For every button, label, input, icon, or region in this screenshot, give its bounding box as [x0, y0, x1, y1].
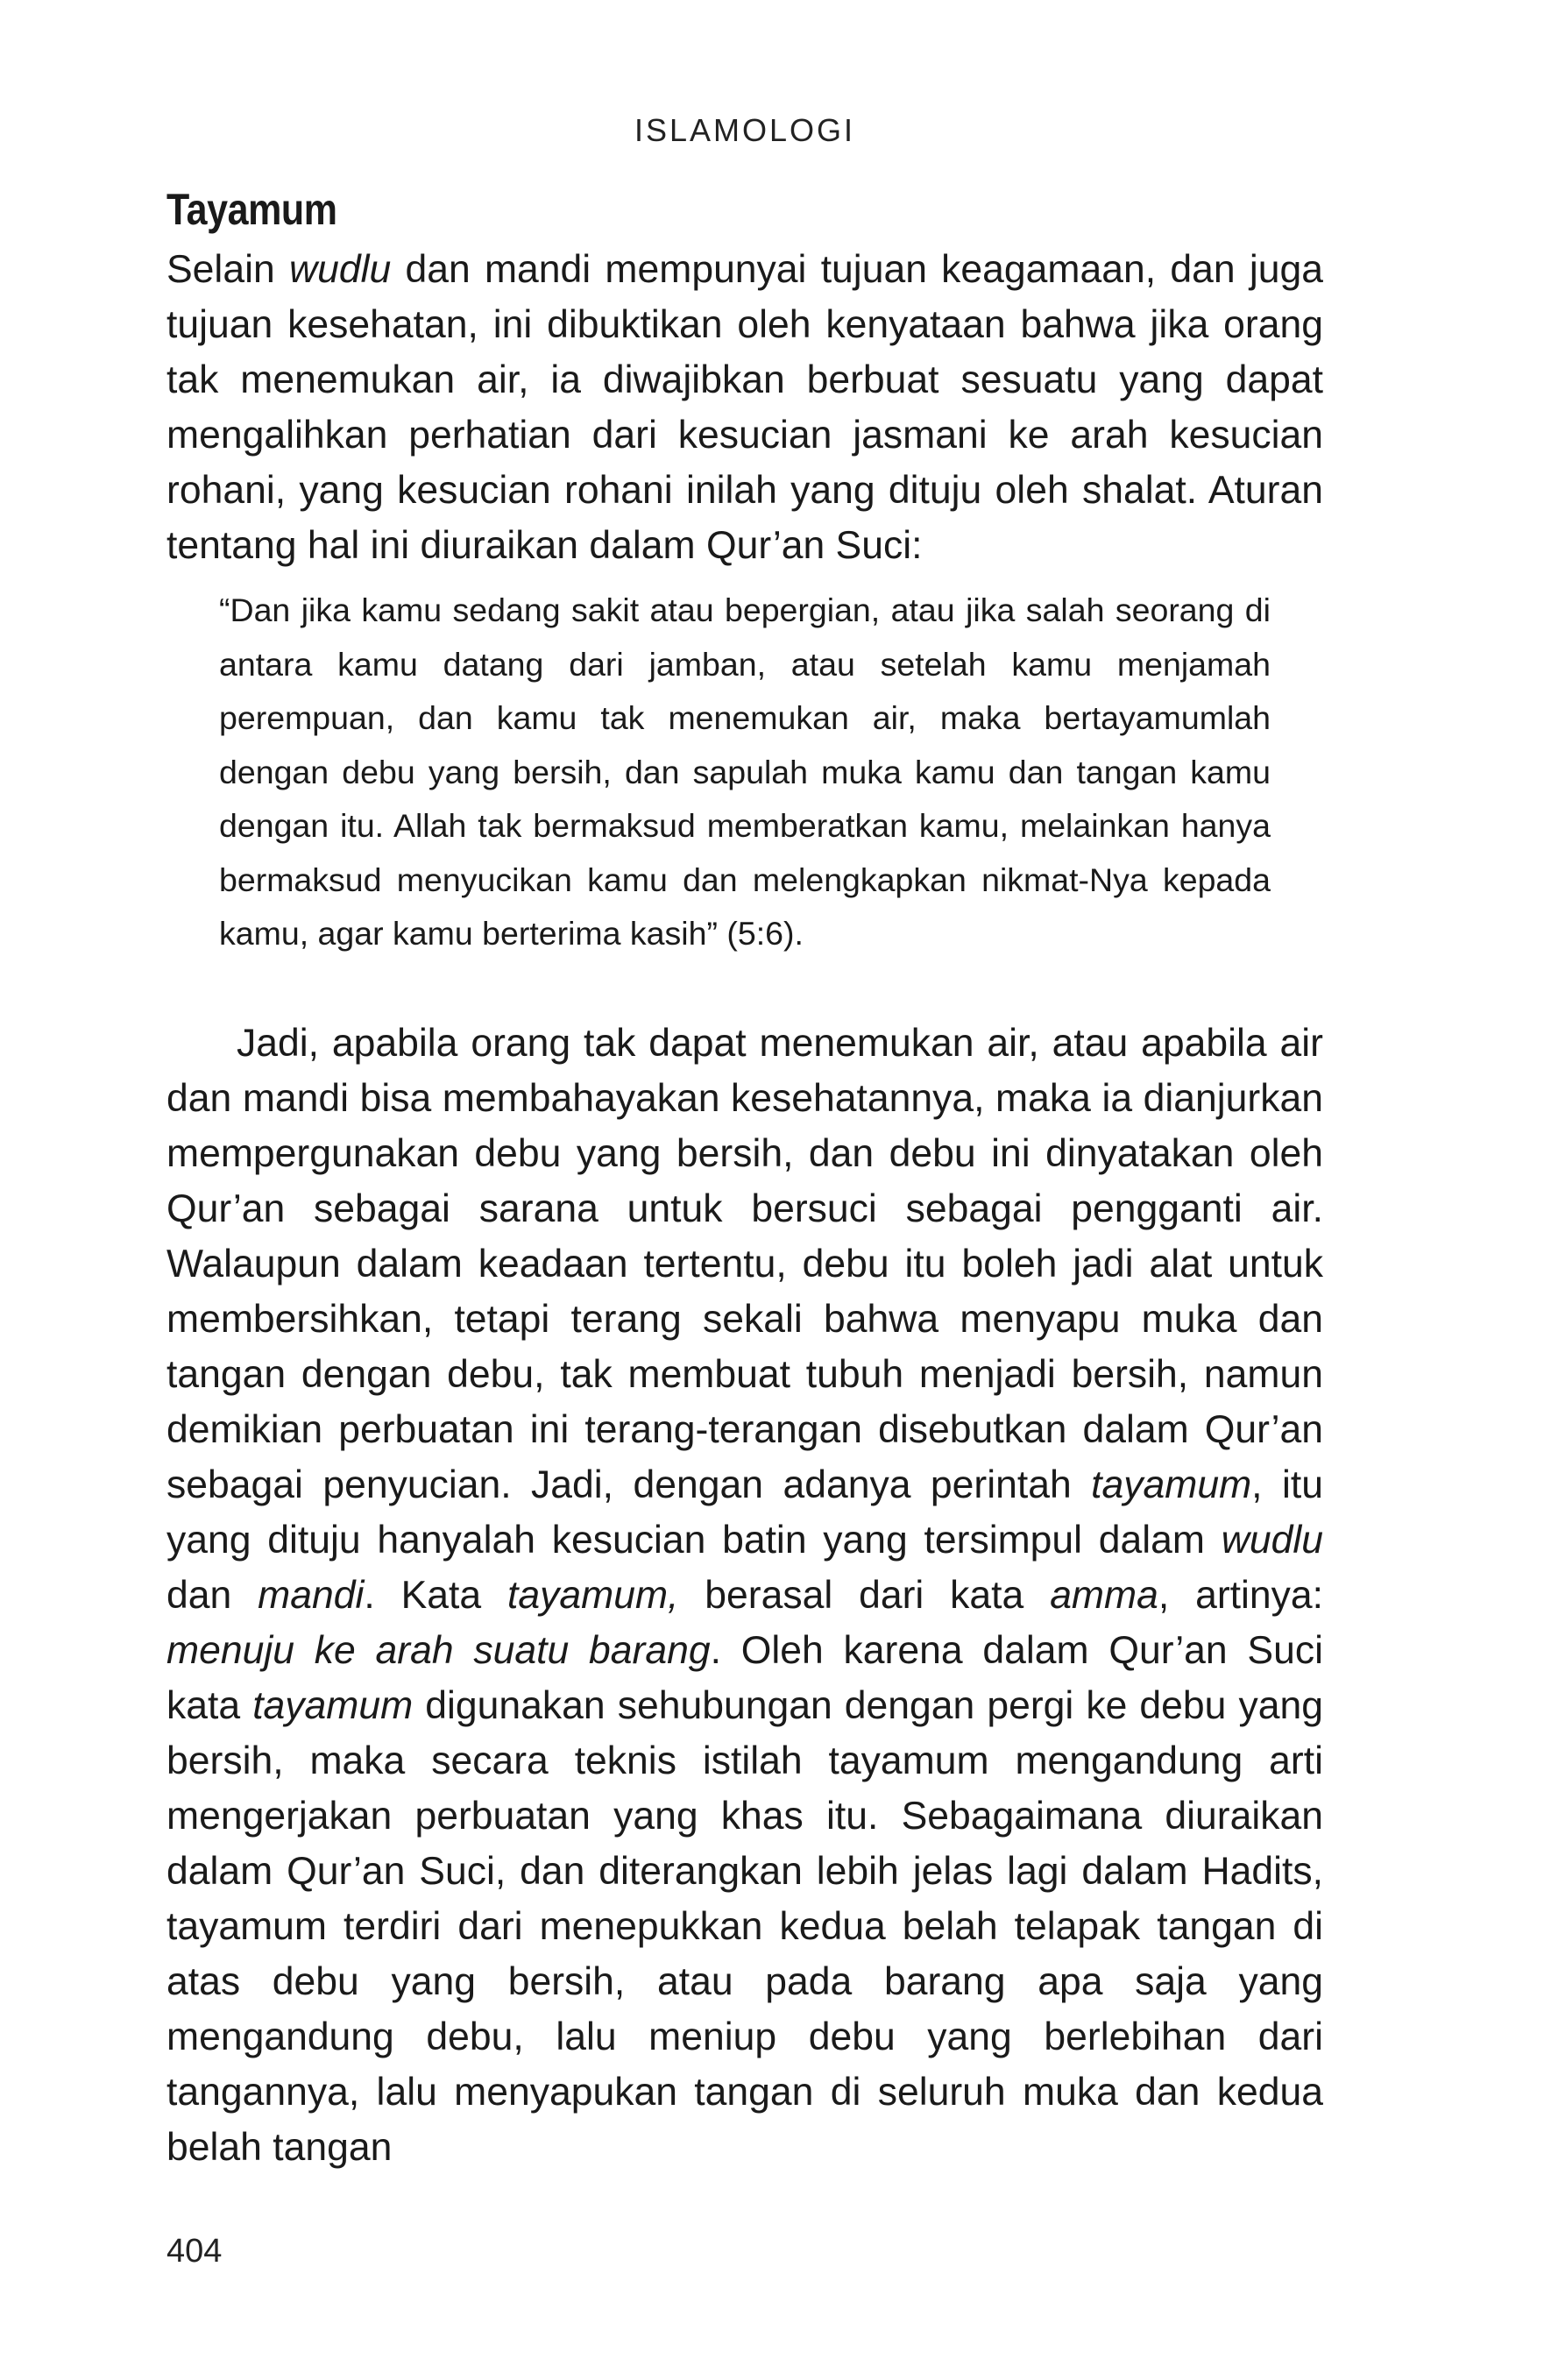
text-run: . Oleh karena dalam Qur’an Suci kata	[166, 1628, 1323, 1727]
italic-term: amma	[1050, 1573, 1158, 1617]
italic-term: wudlu	[1221, 1518, 1323, 1562]
text-run: dan	[166, 1573, 258, 1617]
paragraph-intro	[166, 242, 1323, 573]
running-header: ISLAMOLOGI	[634, 112, 856, 148]
quran-quote: “Dan jika kamu sedang sakit atau bepergian, atau jika salah seorang di antara kamu datang dari jamban, atau setelah kamu menjamah perempuan, dan kamu tak menemukan air, maka bertayamumlah dengan debu yang bersih, dan sapulah muka kamu dan tangan kamu dengan itu. Allah tak bermaksud memberatkan kamu, melainkan hanya bermaksud menyucikan kamu dan melengkapkan nikmat-Nya kepada kamu, agar kamu berterima kasih” (5:6).	[219, 591, 1271, 952]
italic-term: wudlu	[288, 248, 392, 291]
text-run: berasal dari kata	[678, 1573, 1051, 1617]
spacer	[166, 961, 1323, 1016]
text-run: , itu yang dituju hanyalah kesucian batin yang tersimpul dalam	[166, 1463, 1323, 1562]
text-run: , artinya:	[1158, 1573, 1324, 1617]
page-number: 404	[166, 2233, 223, 2270]
text-run: Selain	[166, 248, 289, 291]
paragraph-body	[166, 1016, 1323, 2175]
text-run: digunakan sehubungan dengan pergi ke debu yang bersih, maka secara teknis istilah tayamum mengandung arti mengerjakan perbuatan yang khas itu. Sebagaimana diuraikan dalam Qur’an Suci, dan diterangkan lebih jelas lagi dalam Hadits, tayamum terdiri dari menepukkan kedua belah telapak tangan di atas debu yang bersih, atau pada barang apa saja yang mengandung debu, lalu meniup debu yang berlebihan dari tangannya, lalu menyapukan tangan di seluruh muka dan kedua belah tangan	[166, 1683, 1323, 2169]
italic-term: tayamum	[1091, 1463, 1252, 1506]
italic-term: menuju ke arah suatu barang	[166, 1628, 711, 1672]
section-title: Tayamum	[166, 185, 337, 234]
text-run: . Kata	[364, 1573, 508, 1617]
italic-term: tayamum	[252, 1683, 414, 1727]
italic-term: mandi	[258, 1573, 365, 1617]
text-run: Jadi, apabila orang tak dapat menemukan air, atau apabila air dan mandi bisa membahayakan kesehatannya, maka ia dianjurkan mempergunakan debu yang bersih, dan debu ini dinyatakan oleh Qur’an sebagai sarana untuk bersuci sebagai pengganti air. Walaupun dalam keadaan tertentu, debu itu boleh jadi alat untuk membersihkan, tetapi terang sekali bahwa menyapu muka dan tangan dengan debu, tak membuat tubuh menjadi bersih, namun demikian perbuatan ini terang-terangan disebutkan dalam Qur’an sebagai penyucian. Jadi, dengan adanya perintah	[166, 1021, 1323, 1506]
italic-term: tayamum,	[507, 1573, 679, 1617]
page-body	[166, 182, 1323, 2175]
text-run: dan mandi mempunyai tujuan keagamaan, dan juga tujuan kesehatan, ini dibuktikan oleh kenyataan bahwa jika orang tak menemukan air, ia diwajibkan berbuat sesuatu yang dapat mengalihkan perhatian dari kesucian jasmani ke arah kesucian rohani, yang kesucian rohani inilah yang dituju oleh shalat. Aturan tentang hal ini diuraikan dalam Qur’an Suci:	[166, 248, 1323, 567]
